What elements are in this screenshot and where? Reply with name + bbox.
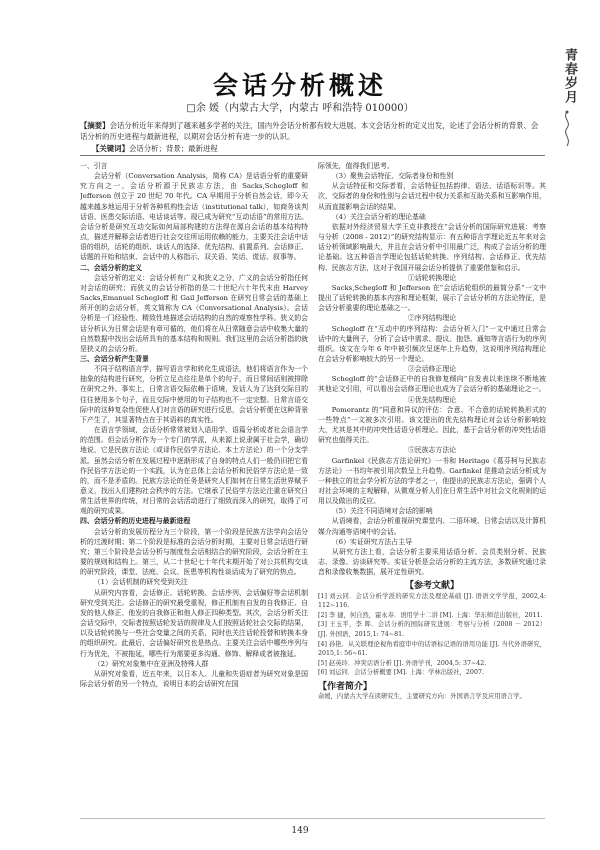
author-bio: 余媛，内蒙古大学在读研究生，主要研究方向：外国语言学及应用语言学。	[318, 693, 526, 701]
paragraph: （6）实证研究方法占主导	[331, 537, 412, 546]
subsection-heading: ⑤民族志方法论	[407, 446, 457, 455]
paragraph: Pomerantz 的“同意和异议的评估：合意、不合意的话轮转换形式的一些特点”一文被多次引用。该文提出的优先结构理论对会话分析影响较大，尤其是其中的冲突性话语分析理论。因此，基于会话分析的冲突性话语研究也值得关注。	[318, 405, 546, 445]
paragraph: 从研究方法上看，会话分析主要采用话语分析、会员类别分析、民族志、录像、访谈研究等。实证分析是会话分析的主流方法，多数研究通过录音和录像收集数据，展开定性研究。	[318, 547, 546, 577]
magazine-name: 青春岁月	[562, 48, 577, 104]
paragraph: （2）研究对象集中在亚洲及特殊人群	[93, 659, 209, 668]
paragraph: （5）关注不同语境对会话的影响	[331, 507, 433, 516]
reference-item: [3] 王玉平，李 晖．会话分析的国际研究进展：考察与分析（2008 － 2012）[J]. 外国语，2015,1: 74~81.	[318, 621, 546, 638]
decorative-flourish-icon	[560, 110, 574, 148]
paragraph: 从研究内容看，会话修正、话轮转换、会话序列、会话偏好等会话机制研究受到关注。会话修正的研究最受重视，修正机制有自发的自我修正、自发的他人修正、他发的自我修正和他人修正四种类型。其次，会话分析关注会话交际中，交际者按照话轮发话的规律及人们按照话轮社会交际的结果，以及话轮转换与一些社会变量之间的关系，同时也关注话轮投替和转换本身的组织研究。此最后，会话偏好研究也是热点。主要关注会话中哪些序列与行为优先，不被拖延，哪些行为需要更多沟通、修饰、解释或者被拖延。	[80, 588, 308, 658]
author-bio-heading: 【作者简介】	[318, 681, 373, 692]
subsection-heading: ②序列结构理论	[407, 314, 457, 323]
paragraph: Sacks,Schegloff 和 Jefferson 在“会话话轮组织的最简分系”一文中提出了话轮转换的基本内容和理论框架，展示了会话分析的方法论特征，是会话分析重要的理论基础之一。	[318, 283, 546, 313]
paragraph: 会话分析的定义：会话分析有广义和狭义之分，广义的会话分析指任何对会话的研究；而狭义的会话分析指的是二十世纪六十年代末由 Harvey Sacks,Emanuel Schegloff 和 Gail Jefferson 在研究日常会话的基础上所开创的会话分析，英文简称为 CA（Conversational Analysis）。会话分析是一门经验性、精致性地描述会话结构的自然的观察性学科。狭义的会话分析认为日常会话是有章可循的，他们将在从日常随意会话中收集大量的自然数据中找出会话所具有的基本结构和规则。我们这里的会话分析指的就是狭义的会话分析。	[80, 273, 308, 353]
keywords-label: 【关键词】	[92, 144, 129, 153]
paragraph: 际领先，值得我们思考。	[318, 162, 394, 170]
reference-item: [4] 孙艳．从关联理论视角看庭审中的话语标记语的语用功能 [J]. 当代外语研究，2015,1: 56~61.	[318, 640, 546, 658]
paragraph: （1）会话机制的研究受到关注	[93, 578, 188, 587]
divider	[80, 155, 545, 156]
body-column-right	[318, 161, 546, 803]
paragraph: 从会话特征和交际者看，会话特征包括韵律、语法、话语标识等。其次，交际者的身份和性别与会话过程中权力关系和互助关系和互影响作用，从而直接影响会话的结果。	[318, 182, 546, 211]
keywords-text: 会话分析；背景；最新进程	[128, 144, 218, 153]
footer-rule	[80, 818, 545, 819]
paragraph: （3）聚焦会话特征、交际者身份和性别	[331, 172, 454, 181]
section-heading: 二、会话分析的定义	[80, 263, 143, 272]
reference-item: [2] 李 捷，何自然，霍永寿．语用学十二讲 [M]. 上海：华东师范出版社，2011.	[318, 611, 543, 619]
paragraph: 会话分析（Conversation Analysis，简称 CA）是话语分析的重要研究方向之一，会话分析源于民族志方法，由 Sacks,Schegloff 和 Jefferson 创立于 20 世纪 70 年代。CA 早期用于分析自然会话，即今天越来越多地运用于分析各种机构性会话（institutional talk），如商务谈判话语、医患交际话语、电话谈话等。现已成为研究“互动话语”的常用方法。会话分析是研究互动交际如何局部构建的方法得在源自会话的基本结构特点，描述并解释会话者进行社会交往所运用依赖的能力，主要关注会话中话语的组织，话轮的组织、谈话人的选择、优先结构、前置系列、会话修正、话题的开始和结束、会话中的人称指示、双关语、笑话、谎话、叙事等。	[80, 172, 308, 262]
references-heading: 【参考文献】	[404, 581, 459, 592]
subsection-heading: ③会话修正理论	[407, 365, 457, 374]
paragraph: 一、引言	[80, 162, 108, 170]
page-number: 149	[291, 826, 309, 836]
keywords	[92, 143, 532, 154]
reference-item: [5] 赵英玲．冲突话语分析 [J]. 外语学刊，2004,5: 37~42.	[318, 659, 487, 667]
reference-item: [6] 刘运同．会话分析概要 [M]. 上海：学林出版社，2007.	[318, 669, 484, 677]
article-title: 会话分析概述	[212, 71, 387, 100]
paragraph: 会话分析的发展历程分为三个阶段，第一个阶段是民族方法学向会话分析的过渡时期；第二个阶段是标准的会话分析时期，主要对日常会话进行研究；第三个阶段是会话分析与制度性会话相结合的研究阶段，会话分析在主要的规则和结构上。第三，从二十世纪七十年代末期开始了对公共机构交谈的研究阶段，课堂、法庭、会议、医患等机构性谈话成为了研究的热点。	[80, 527, 308, 577]
paragraph: （4）关注会话分析的理论基础	[331, 212, 426, 221]
reference-list	[318, 592, 546, 678]
reference-item: [1] 刘云同．会话分析学派的研究方法及理论基础 [J]. 语语文学学报，2002,4: 112~116.	[318, 592, 546, 610]
paragraph: Garfinkel《民族志方法论研究》一书和 Heritage《葛芬柯与民族志方法论》一书均年被引用次数呈上升趋势。Garfinkel 是推动会话分析成为一种独立的社会学分析方法的学者之一，他提出的民族志方法论，强调个人对社会环境的主观解释，从微观分析人们在日常生活中对社会文化规则的运用以及做出的反应。	[318, 456, 546, 506]
subsection-heading: ①话轮转换理论	[407, 273, 457, 282]
author-line: □余 媛（内蒙古大学，内蒙古 呼和浩特 010000）	[186, 103, 414, 114]
section-heading: 三、会话分析产生背景	[80, 354, 149, 363]
abstract	[80, 120, 545, 142]
abstract-text: 会话分析近年来得到了越来越多学者的关注，国内外会话分析都有较大进展。本文会话分析的定义出发，论述了会话分析的背景、会话分析的历史进程与最新进程，以期对会话分析有进一步的认识。	[80, 121, 539, 141]
paragraph: Schegloff 的“会话修正中的自我修复倾向”自发表以来连续不断地被其他论文引用，可以看出会话修正理论也成为了会话分析的基础理论之一。	[318, 375, 546, 394]
subsection-heading: ④优先结构理论	[407, 395, 457, 404]
paragraph: 不同于结构语言学，描写语言学和转化生成语法，他们将语言作为一个抽象的结构进行研究，分析立足点往往是单个的句子，而日常间话则被排除在研究之外。事实上，日常言语交际依赖于语境，发话人为了达到交际目的往往使用多个句子，而且交际中使用的句子结构也不一定完整。日常言语交际中的这种复杂性促使人们对言语的研究进行反思，会话分析便在这种背景下产生了，其显著特点在于其语料的真实性。	[80, 365, 308, 424]
paragraph: 从研究对象看，近五年来，以日本人、儿童和失语症者为研究对象是国际会话分析的另一个特点，说明日本的会话研究在国	[80, 669, 308, 688]
paragraph: 依据对外经济贸易大学王克非教授在“会话分析的国际研究进展：考察与分析（2008 - 2012）”的研究结构显示：有五种语言学理论近五年来对会话分析领域影响最大，并且在会话分析中引用最广泛，构成了会话分析的理论基础。这五种语言学理论包括话轮转换、序列结构、会话修正、优先结构、民族志方法，这对于我国开展会话分析提供了重要借鉴和启示。	[318, 222, 546, 272]
paragraph: Schegloff 在“互动中的序列结构：会话分析入门”一文中通过日常会话中的大量例子，分析了会话中需求、提议、抱怨、通知等言语行为的序列组织。该文在今年 6 年中被引频次呈逐年上升趋势，这说明序列结构理论在会话分析影响较大的另一个理论。	[318, 324, 546, 363]
paragraph: 从语境看，会话分析重视研究课堂内、二语环境、日常会话以及计算机媒介沟通等语境中的会话。	[318, 517, 546, 536]
abstract-label: 【摘要】	[80, 121, 110, 130]
section-heading: 四、会话分析的历史进程与最新进程	[80, 517, 191, 526]
body-column-left	[80, 161, 308, 803]
paragraph: 在语言学领域，会话分析常常被划入语用学、语篇分析或者社会语言学的范围。但会话分析作为一个专门的学派，从来源上说隶属于社会学，确切地说，它是民族方法论（或译作民俗学方法论、本土方法论）的一个分支学派。虽然会话分析在发展过程中逐渐形成了自身的特点人们一般仍旧把它看作民俗学方法论的一个实践，认为在总体上会话分析和民俗学方法论是一致的，而不是矛盾的。民族方法论的任务是研究人们如何在日常生活世界赋予意义，找出人们建构社会秩序的方法。它继承了民俗学方法论注重在研究日常生活世界的传统，对日常的会话活动进行了细致而深入的研究，取得了可观的研究成果。	[80, 426, 308, 516]
right-column-body	[318, 161, 546, 577]
